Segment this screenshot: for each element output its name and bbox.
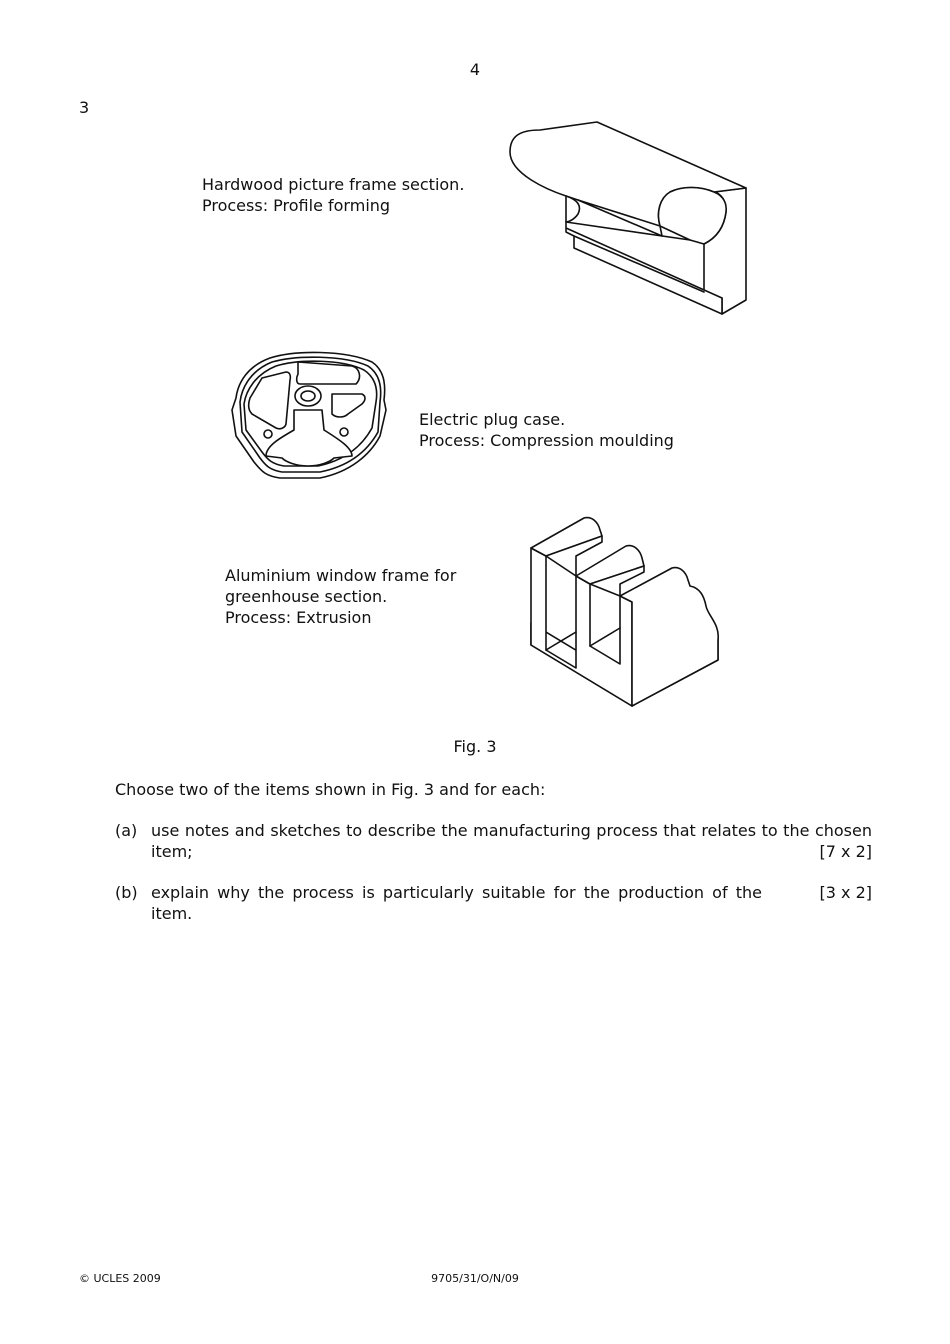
- part-marks: [3 x 2]: [819, 883, 872, 902]
- part-letter: (a): [115, 821, 138, 840]
- part-letter: (b): [115, 883, 138, 902]
- item-label-line: Process: Profile forming: [202, 196, 391, 215]
- item-label-line: Hardwood picture frame section.: [202, 175, 465, 194]
- item-label-line: greenhouse section.: [225, 587, 388, 606]
- question-intro: Choose two of the items shown in Fig. 3 and for each:: [115, 780, 546, 799]
- page-number: 4: [469, 60, 481, 79]
- part-marks: [7 x 2]: [819, 842, 872, 861]
- item-label-line: Aluminium window frame for: [225, 566, 457, 585]
- part-text: explain why the process is particularly suitable for the production of the item.: [151, 883, 762, 923]
- question-part-a: [115, 820, 872, 864]
- item-label-line: Process: Extrusion: [225, 608, 372, 627]
- footer-paper-code: 9705/31/O/N/09: [431, 1272, 519, 1285]
- figure-caption: Fig. 3: [453, 737, 497, 756]
- part-text: use notes and sketches to describe the manufacturing process that relates to the chosen item;: [151, 821, 872, 861]
- question-part-b: [115, 882, 872, 923]
- footer-copyright: © UCLES 2009: [79, 1272, 161, 1285]
- question-number: 3: [79, 98, 90, 117]
- item-label-line: Process: Compression moulding: [419, 431, 674, 450]
- item-label-line: Electric plug case.: [419, 410, 566, 429]
